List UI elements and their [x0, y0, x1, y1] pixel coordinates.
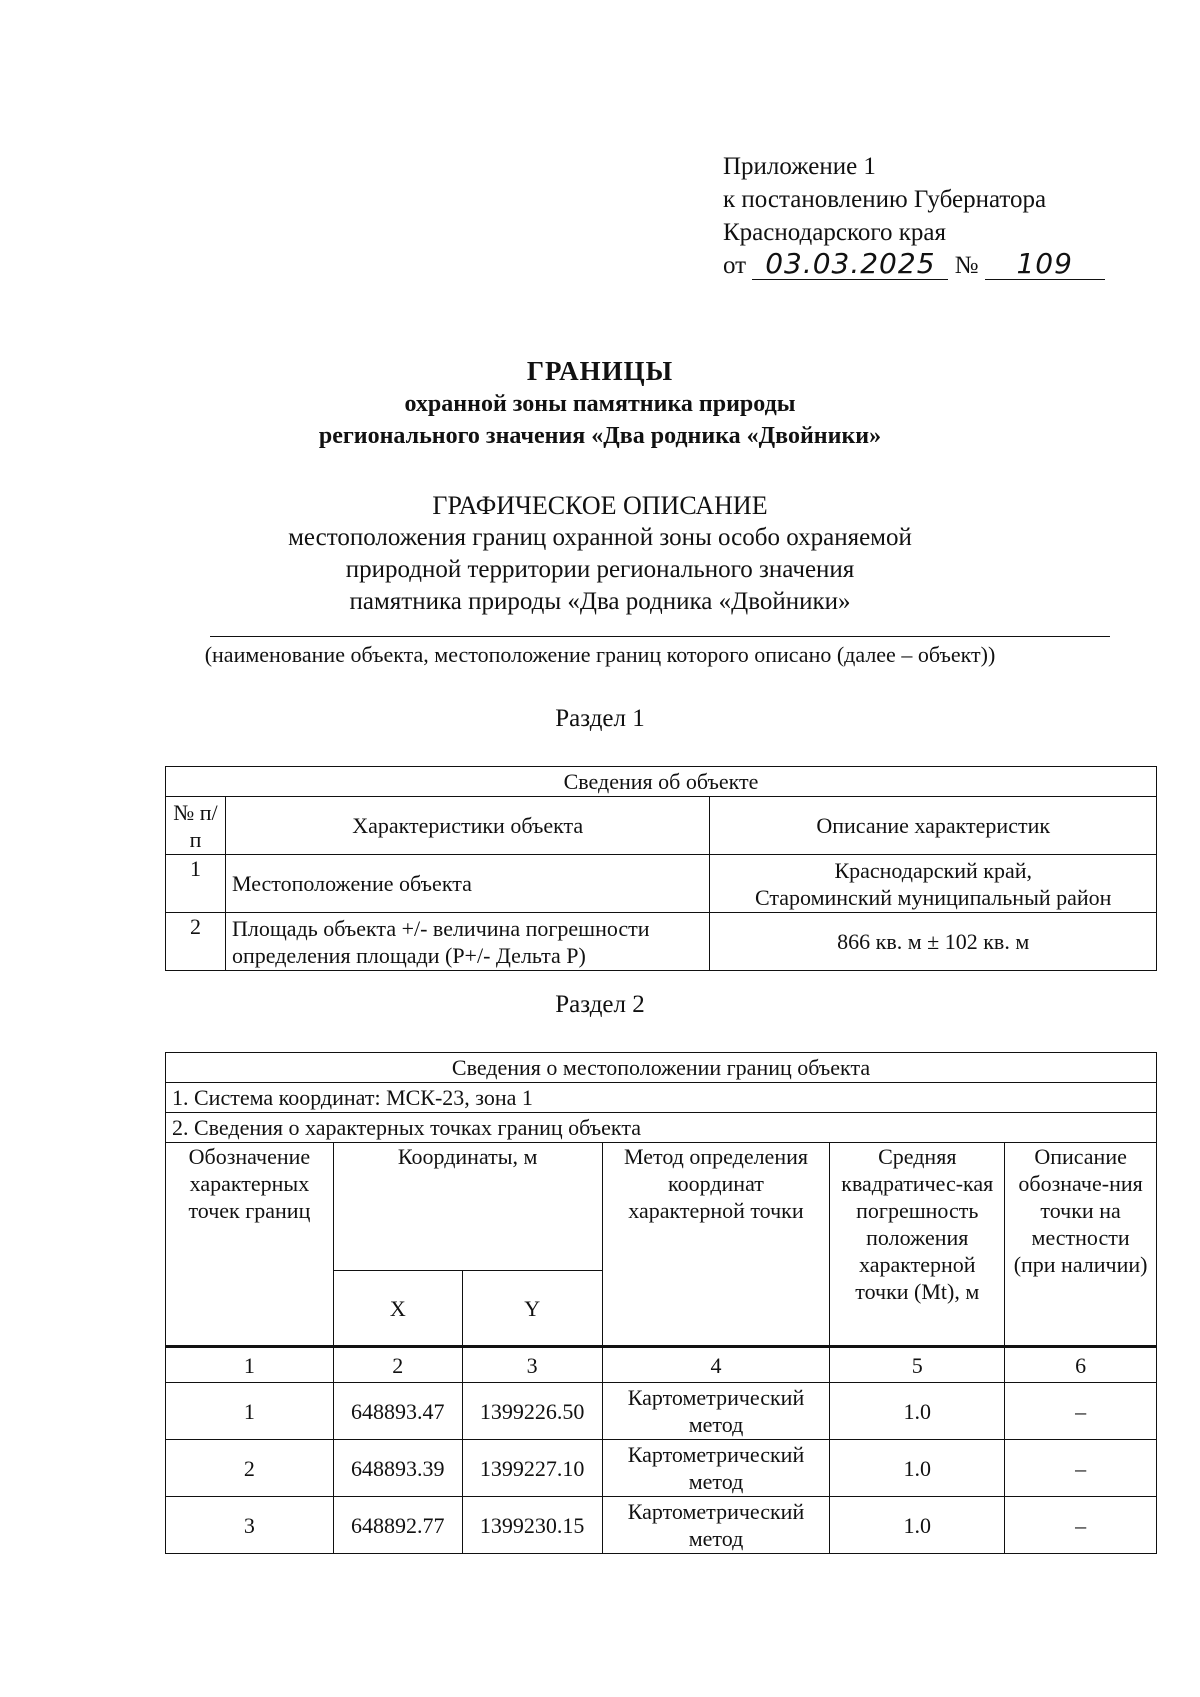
object-name-rule	[210, 636, 1110, 637]
point-method	[602, 1383, 830, 1440]
header-point-description: Описание обозначе-ния точки на местности (при наличии)	[1005, 1143, 1157, 1347]
boundary-points-table	[165, 1052, 1157, 1554]
column-number: 2	[333, 1347, 462, 1383]
column-number: 3	[462, 1347, 602, 1383]
point-y: 1399227.10	[462, 1440, 602, 1497]
coordinate-system: 1. Система координат: МСК-23, зона 1	[166, 1083, 1157, 1113]
column-number: 1	[166, 1347, 334, 1383]
appendix-line-3: Краснодарского края	[723, 219, 946, 246]
graphic-line-1: местоположения границ охранной зоны особо охраняемой	[288, 524, 912, 551]
number-sign: №	[954, 252, 979, 279]
point-method-line-1: Картометрический	[627, 1385, 805, 1410]
point-error: 1.0	[830, 1440, 1005, 1497]
object-info-table	[165, 766, 1157, 971]
header-designation: Обозначение характерных точек границ	[166, 1143, 334, 1347]
row-2-desc: 866 кв. м ± 102 кв. м	[710, 913, 1157, 971]
appendix-block	[723, 150, 1105, 282]
appendix-line-1: Приложение 1	[723, 153, 876, 180]
points-info-title: 2. Сведения о характерных точках границ объекта	[166, 1113, 1157, 1143]
table-row	[166, 1497, 1157, 1554]
point-method-line-2: метод	[688, 1526, 744, 1551]
row-2-name-line-2: определения площади (P+/- Дельта P)	[231, 942, 586, 968]
appendix-line-4	[723, 249, 1105, 282]
point-y: 1399230.15	[462, 1497, 602, 1554]
point-method-line-2: метод	[688, 1469, 744, 1494]
title-sub-1: охранной зоны памятника природы	[404, 391, 796, 417]
point-method	[602, 1440, 830, 1497]
table-title: Сведения об объекте	[166, 767, 1157, 797]
column-number: 4	[602, 1347, 830, 1383]
point-y: 1399226.50	[462, 1383, 602, 1440]
point-error: 1.0	[830, 1497, 1005, 1554]
point-method-line-1: Картометрический	[627, 1499, 805, 1524]
table-row	[166, 1383, 1157, 1440]
point-error: 1.0	[830, 1383, 1005, 1440]
graphic-line-2: природной территории регионального значения	[345, 556, 855, 583]
point-description: –	[1005, 1440, 1157, 1497]
point-id: 1	[166, 1383, 334, 1440]
graphic-description	[0, 490, 1200, 618]
header-error: Средняя квадратичес-кая погрешность положения характерной точки (Mt), м	[830, 1143, 1005, 1347]
header-characteristics: Характеристики объекта	[225, 797, 709, 855]
section-2-title: Раздел 2	[555, 991, 645, 1018]
table-row	[166, 1440, 1157, 1497]
table-title: Сведения о местоположении границ объекта	[166, 1053, 1157, 1083]
row-1-num: 1	[166, 855, 226, 913]
handwritten-number: 109	[985, 249, 1105, 280]
point-x: 648892.77	[333, 1497, 462, 1554]
column-number: 5	[830, 1347, 1005, 1383]
header-description: Описание характеристик	[710, 797, 1157, 855]
header-x: X	[333, 1271, 462, 1347]
row-2-name	[225, 913, 709, 971]
point-x: 648893.39	[333, 1440, 462, 1497]
point-description: –	[1005, 1383, 1157, 1440]
point-method-line-1: Картометрический	[627, 1442, 805, 1467]
handwritten-date: 03.03.2025	[752, 249, 948, 280]
row-2-name-line-1: Площадь объекта +/- величина погрешности	[231, 915, 650, 941]
point-description: –	[1005, 1497, 1157, 1554]
point-id: 3	[166, 1497, 334, 1554]
row-1-desc	[710, 855, 1157, 913]
header-coordinates: Координаты, м	[333, 1143, 602, 1271]
point-id: 2	[166, 1440, 334, 1497]
title-sub-2: регионального значения «Два родника «Двойники»	[318, 423, 882, 449]
header-method: Метод определения координат характерной точки	[602, 1143, 830, 1347]
from-label: от	[723, 252, 747, 279]
graphic-title: ГРАФИЧЕСКОЕ ОПИСАНИЕ	[432, 491, 768, 520]
graphic-line-3: памятника природы «Два родника «Двойники»	[349, 588, 851, 615]
document-title	[0, 354, 1200, 452]
appendix-line-2: к постановлению Губернатора	[723, 186, 1047, 213]
header-y: Y	[462, 1271, 602, 1347]
point-method-line-2: метод	[688, 1412, 744, 1437]
point-x: 648893.47	[333, 1383, 462, 1440]
title-main: ГРАНИЦЫ	[526, 356, 674, 386]
header-num: № п/п	[166, 797, 226, 855]
object-name-note: (наименование объекта, местоположение границ которого описано (далее – объект))	[204, 642, 996, 667]
point-method	[602, 1497, 830, 1554]
row-1-name: Местоположение объекта	[225, 855, 709, 913]
row-1-desc-line-1: Краснодарский край,	[834, 857, 1032, 883]
section-1-title: Раздел 1	[555, 705, 645, 732]
row-1-desc-line-2: Староминский муниципальный район	[754, 884, 1112, 910]
column-number: 6	[1005, 1347, 1157, 1383]
row-2-num: 2	[166, 913, 226, 971]
